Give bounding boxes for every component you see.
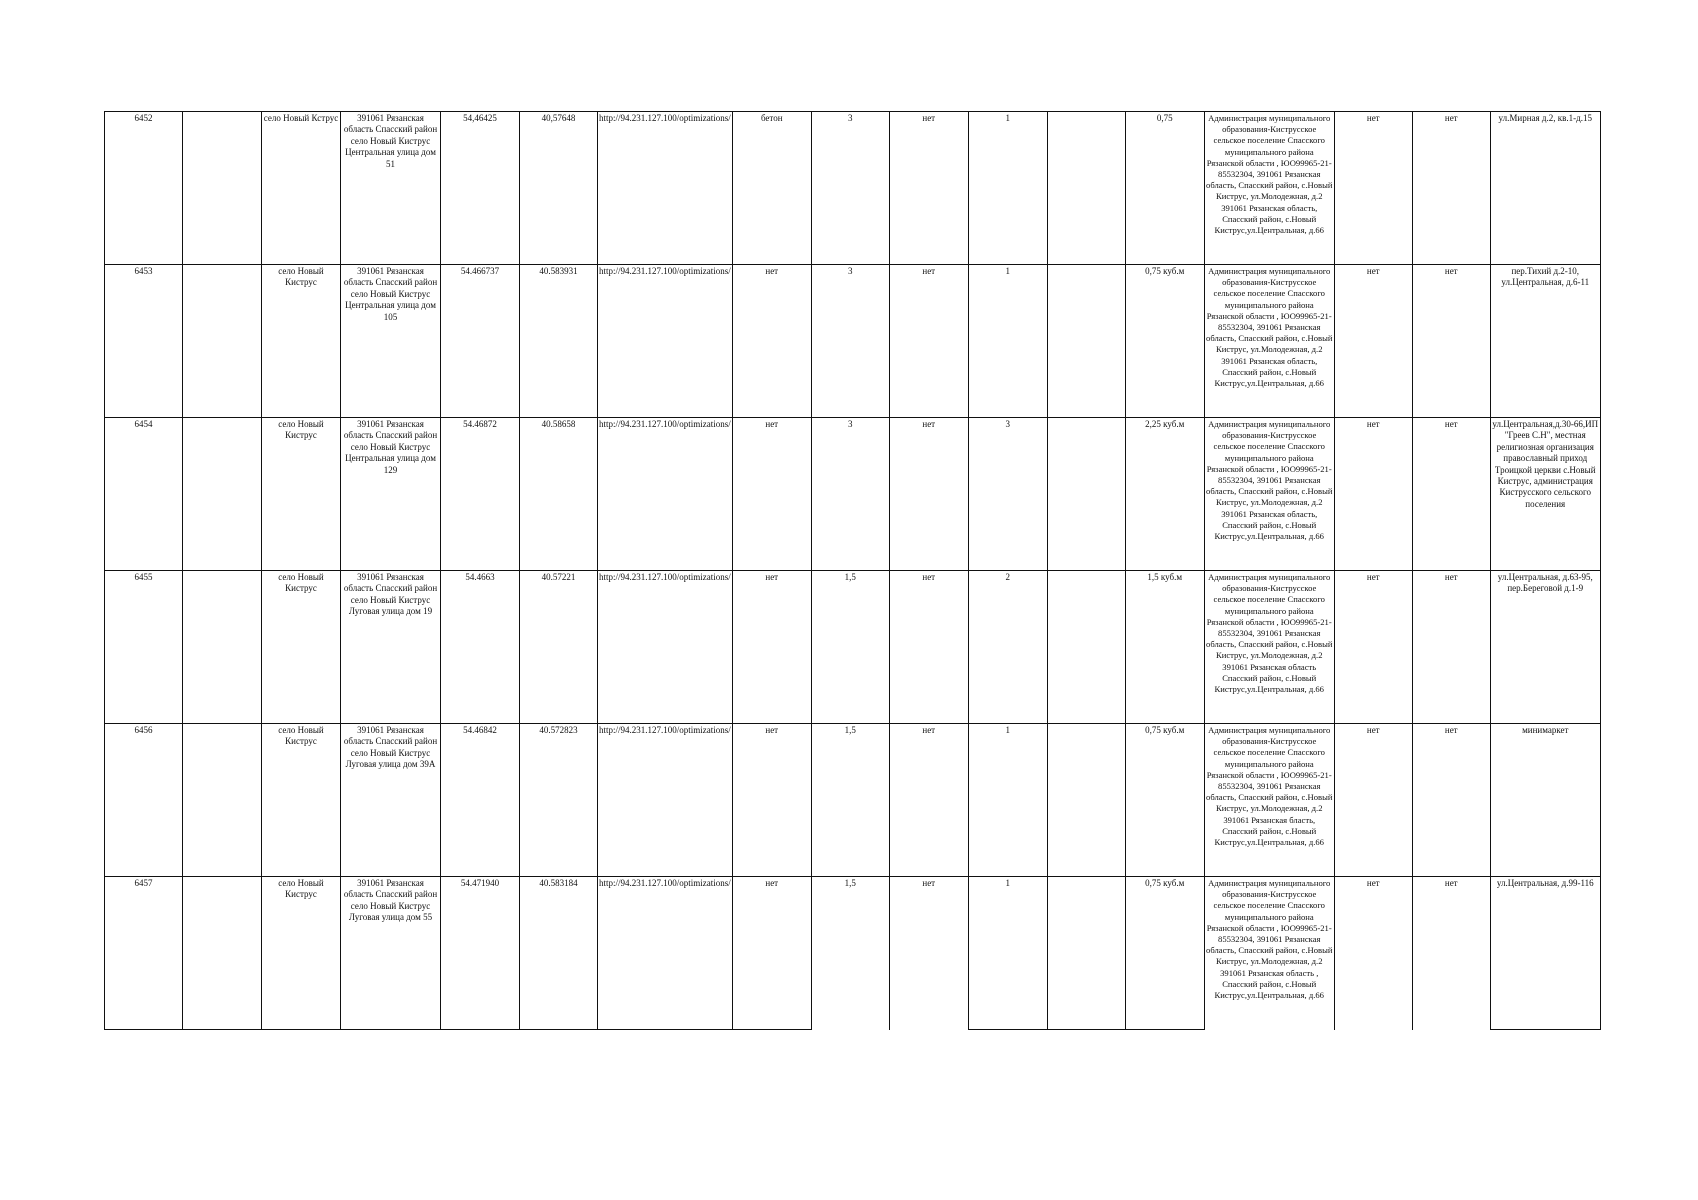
waste-sources-cell: пер.Тихий д.2-10, ул.Центральная, д.6-11 (1490, 265, 1600, 418)
address-cell: 391061 Рязанская область Спасский район село Новый Киструс Центральная улица дом 105 (341, 265, 441, 418)
containers-cell: 1 (968, 724, 1047, 877)
table-row (105, 724, 1601, 877)
containers-cell: 3 (968, 418, 1047, 571)
volume-cell: 0,75 (1125, 112, 1204, 265)
settlement-cell: село Новый Кструс (262, 112, 341, 265)
table-row (105, 265, 1601, 418)
settlement-cell: село Новый Киструс (262, 877, 341, 1030)
table-row (105, 418, 1601, 571)
address-cell: 391061 Рязанская область Спасский район село Новый Киструс Центральная улица дом 129 (341, 418, 441, 571)
link-cell: http://94.231.127.100/optimizations/ (598, 877, 733, 1030)
owner-cell: Администрация муниципального образования-Киструсское сельское поселение Спасского муниципального района Рязанской области , ЮО99965-21-85532304, 391061 Рязанская область, Спасский район, с.Новый Киструс, ул.Молодежная, д.2 391061 Рязанская бласть, Спасский район, с.Новый Киструс,ул.Центральная, д.66 (1204, 724, 1334, 877)
empty-cell (183, 418, 262, 571)
canopy-cell: нет (889, 112, 968, 265)
owner-cell: Администрация муниципального образования-Киструсское сельское поселение Спасского муниципального района Рязанской области , ЮО99965-21-85532304, 391061 Рязанская область, Спасский район, с.Новый Киструс, ул.Молодежная, д.2 391061 Рязанская область, Спасский район, с.Новый Киструс,ул.Центральная, д.66 (1204, 265, 1334, 418)
table-row (105, 877, 1601, 1030)
latitude-cell: 54.46842 (441, 724, 520, 877)
longitude-cell: 40.583931 (520, 265, 598, 418)
longitude-cell: 40.58658 (520, 418, 598, 571)
settlement-cell: село Новый Киструс (262, 724, 341, 877)
site-id-cell: 6452 (105, 112, 183, 265)
column-15-cell: нет (1412, 265, 1490, 418)
latitude-cell: 54,46425 (441, 112, 520, 265)
waste-site-registry-table (104, 111, 1601, 1030)
address-cell: 391061 Рязанская область Спасский район село Новый Киструс Луговая улица дом 55 (341, 877, 441, 1030)
address-cell: 391061 Рязанская область Спасский район село Новый Киструс Луговая улица дом 39А (341, 724, 441, 877)
area-cell: 1,5 (811, 571, 889, 724)
volume-cell: 2,25 куб.м (1125, 418, 1204, 571)
site-id-cell: 6456 (105, 724, 183, 877)
column-14-cell: нет (1334, 877, 1412, 1030)
column-15-cell: нет (1412, 877, 1490, 1030)
empty-cell (1047, 571, 1125, 724)
containers-cell: 1 (968, 265, 1047, 418)
site-id-cell: 6455 (105, 571, 183, 724)
waste-sources-cell: минимаркет (1490, 724, 1600, 877)
empty-cell (183, 724, 262, 877)
site-id-cell: 6453 (105, 265, 183, 418)
column-14-cell: нет (1334, 571, 1412, 724)
site-id-cell: 6454 (105, 418, 183, 571)
area-cell: 1,5 (811, 724, 889, 877)
longitude-cell: 40.583184 (520, 877, 598, 1030)
column-15-cell: нет (1412, 112, 1490, 265)
volume-cell: 1,5 куб.м (1125, 571, 1204, 724)
volume-cell: 0,75 куб.м (1125, 877, 1204, 1030)
empty-cell (1047, 418, 1125, 571)
containers-cell: 2 (968, 571, 1047, 724)
latitude-cell: 54.4663 (441, 571, 520, 724)
waste-sources-cell: ул.Центральная, д.99-116 (1490, 877, 1600, 1030)
empty-cell (183, 265, 262, 418)
owner-cell: Администрация муниципального образования-Киструсское сельское поселение Спасского муниципального района Рязанской области , ЮО99965-21-85532304, 391061 Рязанская область, Спасский район, с.Новый Киструс, ул.Молодежная, д.2 391061 Рязанская область, Спасский район, с.Новый Киструс,ул.Центральная, д.66 (1204, 112, 1334, 265)
column-14-cell: нет (1334, 265, 1412, 418)
waste-sources-cell: ул.Центральная, д.63-95, пер.Береговой д.1-9 (1490, 571, 1600, 724)
surface-cell: нет (732, 571, 811, 724)
waste-sources-cell: ул.Центральная,д.30-66,ИП "Греев С.Н", местная религиозная организация православный приход Троицкой церкви с.Новый Киструс, администрация Киструсского сельского поселения (1490, 418, 1600, 571)
latitude-cell: 54.466737 (441, 265, 520, 418)
canopy-cell: нет (889, 265, 968, 418)
latitude-cell: 54.471940 (441, 877, 520, 1030)
site-id-cell: 6457 (105, 877, 183, 1030)
empty-cell (1047, 724, 1125, 877)
settlement-cell: село Новый Киструс (262, 265, 341, 418)
link-cell: http://94.231.127.100/optimizations/ (598, 571, 733, 724)
column-15-cell: нет (1412, 724, 1490, 877)
surface-cell: нет (732, 877, 811, 1030)
waste-sources-cell: ул.Мирная д.2, кв.1-д.15 (1490, 112, 1600, 265)
surface-cell: нет (732, 418, 811, 571)
volume-cell: 0,75 куб.м (1125, 724, 1204, 877)
address-cell: 391061 Рязанская область Спасский район село Новый Киструс Луговая улица дом 19 (341, 571, 441, 724)
table-row (105, 571, 1601, 724)
longitude-cell: 40.572823 (520, 724, 598, 877)
link-cell: http://94.231.127.100/optimizations/ (598, 265, 733, 418)
empty-cell (1047, 112, 1125, 265)
empty-cell (1047, 877, 1125, 1030)
area-cell: 1,5 (811, 877, 889, 1030)
owner-cell: Администрация муниципального образования-Киструсское сельское поселение Спасского муниципального района Рязанской области , ЮО99965-21-85532304, 391061 Рязанская область, Спасский район, с.Новый Киструс, ул.Молодежная, д.2 391061 Рязанская область, Спасский район, с.Новый Киструс,ул.Центральная, д.66 (1204, 418, 1334, 571)
empty-cell (183, 877, 262, 1030)
canopy-cell: нет (889, 724, 968, 877)
column-15-cell: нет (1412, 418, 1490, 571)
empty-cell (1047, 265, 1125, 418)
empty-cell (183, 112, 262, 265)
link-cell: http://94.231.127.100/optimizations/ (598, 112, 733, 265)
settlement-cell: село Новый Киструс (262, 571, 341, 724)
canopy-cell: нет (889, 571, 968, 724)
surface-cell: бетон (732, 112, 811, 265)
link-cell: http://94.231.127.100/optimizations/ (598, 724, 733, 877)
latitude-cell: 54.46872 (441, 418, 520, 571)
longitude-cell: 40,57648 (520, 112, 598, 265)
longitude-cell: 40.57221 (520, 571, 598, 724)
area-cell: 3 (811, 418, 889, 571)
column-14-cell: нет (1334, 112, 1412, 265)
containers-cell: 1 (968, 877, 1047, 1030)
surface-cell: нет (732, 724, 811, 877)
area-cell: 3 (811, 265, 889, 418)
owner-cell: Администрация муниципального образования-Киструсское сельское поселение Спасского муниципального района Рязанской области , ЮО99965-21-85532304, 391061 Рязанская область, Спасский район, с.Новый Киструс, ул.Молодежная, д.2 391061 Рязанская область Спасский район, с.Новый Киструс,ул.Центральная, д.66 (1204, 571, 1334, 724)
surface-cell: нет (732, 265, 811, 418)
owner-cell: Администрация муниципального образования-Киструсское сельское поселение Спасского муниципального района Рязанской области , ЮО99965-21-85532304, 391061 Рязанская область, Спасский район, с.Новый Киструс, ул.Молодежная, д.2 391061 Рязанская область , Спасский район, с.Новый Киструс,ул.Центральная, д.66 (1204, 877, 1334, 1030)
column-15-cell: нет (1412, 571, 1490, 724)
address-cell: 391061 Рязанская область Спасский район село Новый Киструс Центральная улица дом 51 (341, 112, 441, 265)
column-14-cell: нет (1334, 418, 1412, 571)
area-cell: 3 (811, 112, 889, 265)
empty-cell (183, 571, 262, 724)
column-14-cell: нет (1334, 724, 1412, 877)
canopy-cell: нет (889, 877, 968, 1030)
volume-cell: 0,75 куб.м (1125, 265, 1204, 418)
table-row (105, 112, 1601, 265)
link-cell: http://94.231.127.100/optimizations/ (598, 418, 733, 571)
canopy-cell: нет (889, 418, 968, 571)
containers-cell: 1 (968, 112, 1047, 265)
settlement-cell: село Новый Киструс (262, 418, 341, 571)
